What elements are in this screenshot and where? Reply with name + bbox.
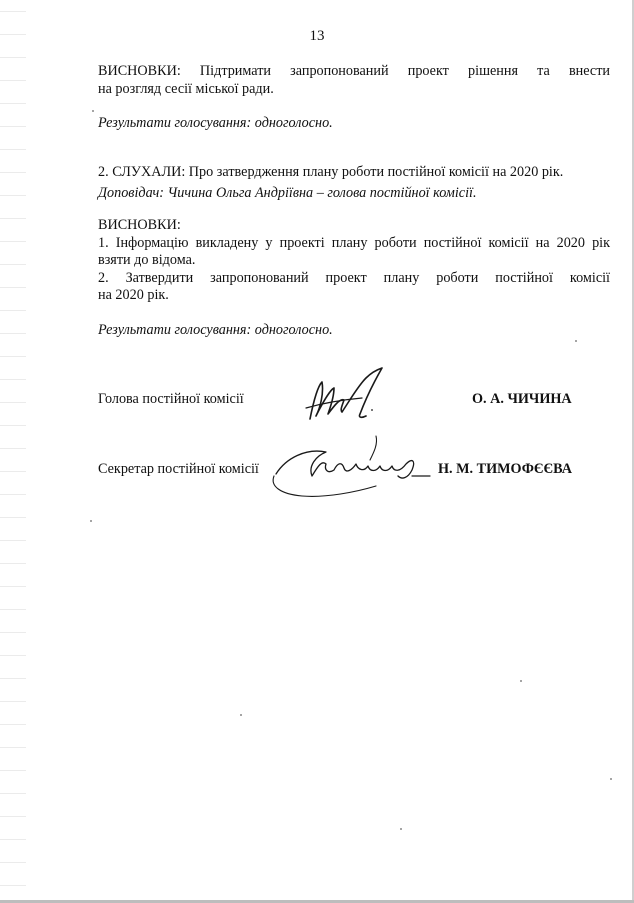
secretary-name: Н. М. ТИМОФЄЄВА [438, 461, 572, 477]
speaker-line: Доповідач: Чичина Ольга Андріївна – голова постійної комісії. [98, 185, 477, 201]
vote-result-2: Результати голосування: одноголосно. [98, 322, 333, 338]
scan-speck [400, 828, 402, 830]
scan-speck [90, 520, 92, 522]
chair-label: Голова постійної комісії [98, 391, 244, 407]
page-number: 13 [309, 28, 325, 44]
vote-result-1: Результати голосування: одноголосно. [98, 115, 333, 131]
scan-speck [575, 340, 577, 342]
conclusion-item-1-line-2: взяти до відома. [98, 252, 196, 268]
chair-name: О. А. ЧИЧИНА [472, 391, 572, 407]
chair-signature [300, 364, 400, 426]
scan-left-edge [0, 0, 26, 903]
secretary-label: Секретар постійної комісії [98, 461, 259, 477]
scan-speck [240, 714, 242, 716]
conclusions-2-heading: ВИСНОВКИ: [98, 217, 181, 233]
conclusions-1-line-1: ВИСНОВКИ: Підтримати запропонований проект рішення та внести [98, 63, 610, 79]
conclusion-item-2-line-2: на 2020 рік. [98, 287, 169, 303]
secretary-signature [266, 430, 436, 502]
conclusion-item-2-line-1: 2. Затвердити запропонований проект плану роботи постійної комісії [98, 270, 610, 286]
scan-speck [520, 680, 522, 682]
scan-speck [610, 778, 612, 780]
heard-item-2: 2. СЛУХАЛИ: Про затвердження плану роботи постійної комісії на 2020 рік. [98, 164, 564, 180]
conclusions-1-line-2: на розгляд сесії міської ради. [98, 81, 274, 97]
conclusion-item-1-line-1: 1. Інформацію викладену у проекті плану роботи постійної комісії на 2020 рік [98, 235, 610, 251]
scan-speck [92, 110, 94, 112]
